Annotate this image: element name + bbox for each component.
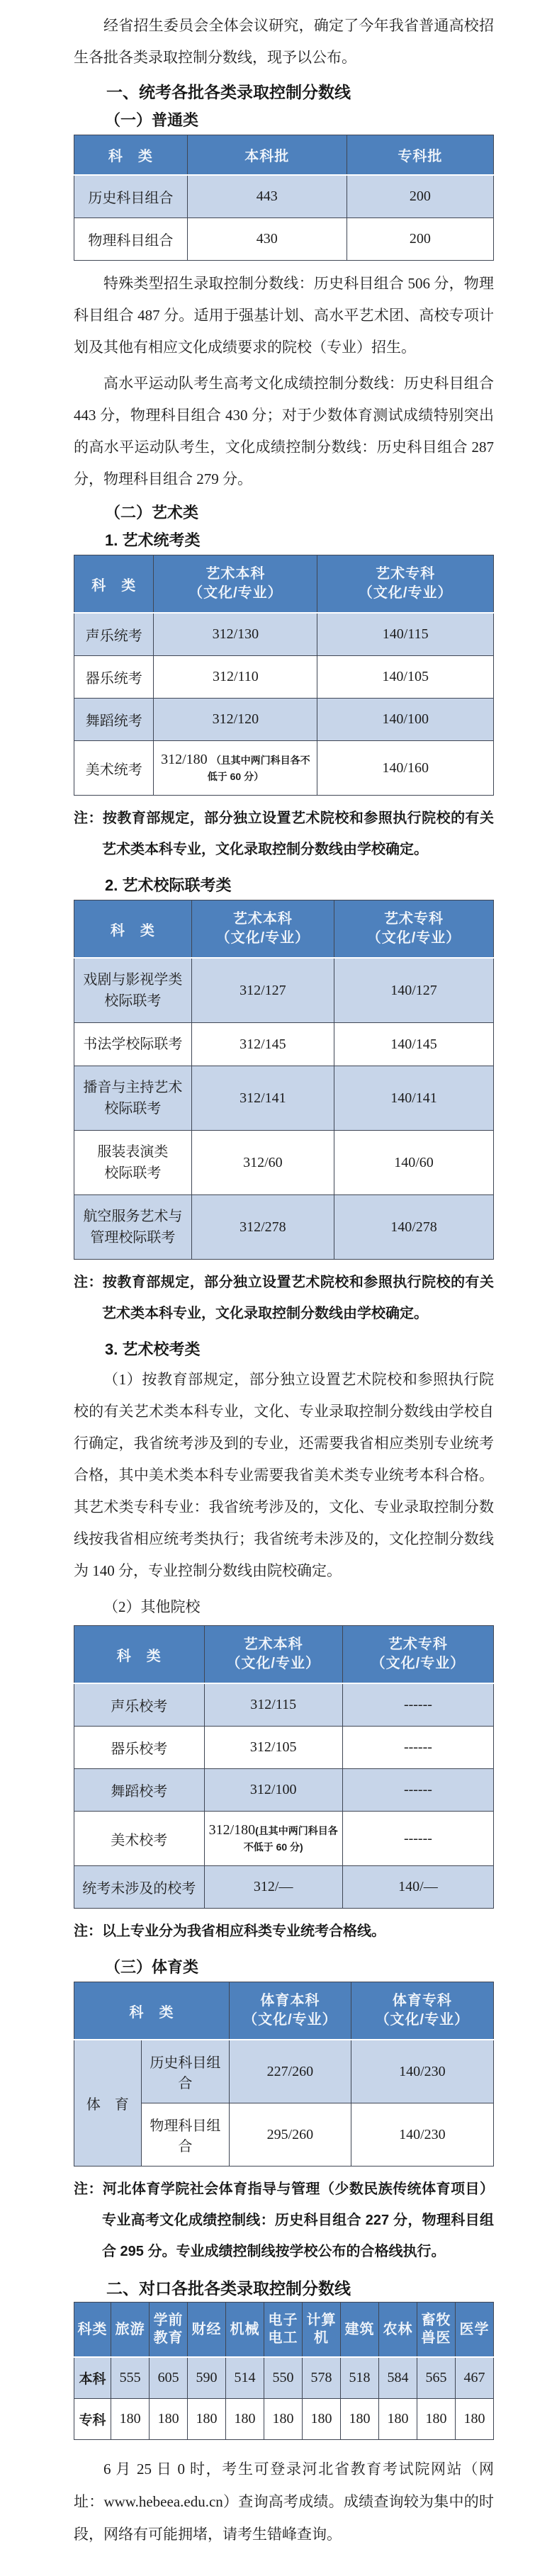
col-header-art-zhuanke: [334, 900, 494, 959]
score-cell: 578: [303, 2357, 341, 2399]
category-cell: [74, 1131, 192, 1195]
category-line-2: 管理校际联考: [90, 1230, 176, 1245]
score-cell: ------: [342, 1769, 493, 1812]
score-cell: 312/130: [154, 613, 317, 656]
category-cell: 器乐统考: [74, 656, 154, 699]
score-cell: 140/230: [351, 2040, 493, 2103]
score-cell: [204, 1812, 342, 1866]
header-line-2: （文化/专业）: [188, 585, 283, 601]
score-cell: 312/127: [191, 958, 334, 1023]
col-header-architecture: 建筑: [341, 2303, 379, 2358]
score-cell: 443: [187, 175, 347, 218]
table-row: [74, 1683, 494, 1727]
score-cell: 312/110: [154, 656, 317, 699]
col-header-finance: 财经: [188, 2303, 226, 2358]
score-cell: 200: [347, 175, 493, 218]
score-cell: 312/60: [191, 1131, 334, 1195]
table-row: [74, 2399, 494, 2440]
art-unified-table: [74, 555, 494, 796]
col-header-category: 科 类: [74, 1982, 230, 2040]
score-cell: 180: [188, 2399, 226, 2440]
category-cell: 统考未涉及的校考: [74, 1866, 205, 1909]
score-cell: 295/260: [230, 2103, 351, 2167]
art-school-exam-heading: 3. 艺术校考类: [105, 1340, 201, 1358]
table-row: [74, 1727, 494, 1769]
score-cell: 312/115: [204, 1683, 342, 1727]
score-cell: ------: [342, 1812, 493, 1866]
row-label-zhuanke: 专科: [74, 2399, 111, 2440]
score-cell: ------: [342, 1683, 493, 1727]
table-row: [74, 218, 494, 261]
score-cell: 312/—: [204, 1866, 342, 1909]
table-row: [74, 1866, 494, 1909]
general-scores-table: [74, 135, 494, 261]
score-cell: 555: [111, 2357, 150, 2399]
category-cell: [74, 1066, 192, 1131]
table-header-row: [74, 135, 494, 176]
category-line-2: 校际联考: [104, 1165, 162, 1181]
header-line-1: 艺术本科: [243, 1637, 303, 1652]
sports-note: 注：河北体育学院社会体育指导与管理（少数民族传统体育项目）专业高考文化成绩控制线：历史科目组合 227 分，物理科目组合 295 分。专业成绩控制线按学校公布的合格线执行。: [74, 2181, 494, 2259]
col-header-preschool: 学前教育: [150, 2303, 188, 2358]
category-line-1: 播音与主持艺术: [83, 1080, 183, 1095]
art-unified-note: 注：按教育部规定，部分独立设置艺术院校和参照执行院校的有关艺术类本科专业，文化录取控制分数线由学校确定。: [74, 810, 494, 857]
score-cell: 140/278: [334, 1195, 494, 1260]
closing-paragraph: 6 月 25 日 0 时，考生可登录河北省教育考试院网站（网址：www.hebeea.edu.cn）查询高考成绩。成绩查询较为集中的时段，网络有可能拥堵，请考生错峰查询。: [74, 2461, 494, 2543]
table-row: [74, 741, 494, 796]
score-cell: 180: [417, 2399, 455, 2440]
category-cell: 器乐校考: [74, 1727, 205, 1769]
score-cell: 180: [264, 2399, 303, 2440]
score-cell: 140/60: [334, 1131, 494, 1195]
score-cell: 312/141: [191, 1066, 334, 1131]
score-cell: 312/100: [204, 1769, 342, 1812]
score-cell: 584: [378, 2357, 417, 2399]
art-school-exam-table: [74, 1625, 494, 1909]
table-row: [74, 1769, 494, 1812]
col-header-category: 科 类: [74, 900, 192, 959]
score-cell: 590: [188, 2357, 226, 2399]
score-value: 312/180: [161, 752, 208, 767]
table-row: [74, 656, 494, 699]
subsection-general-heading: （一）普通类: [105, 111, 199, 129]
col-header-art-zhuanke: [342, 1626, 493, 1684]
category-cell: 舞蹈校考: [74, 1769, 205, 1812]
score-cell: 200: [347, 218, 493, 261]
score-cell: 180: [303, 2399, 341, 2440]
table-row: [74, 175, 494, 218]
sports-table: [74, 1982, 494, 2167]
col-header-category: 科 类: [74, 1626, 205, 1684]
header-line-2: （文化/专业）: [371, 1656, 466, 1671]
category-line-1: 服装表演类: [97, 1144, 169, 1160]
header-line-1: 艺术专科: [376, 566, 436, 582]
table-header-row: [74, 900, 494, 959]
header-line-2: （文化/专业）: [358, 585, 453, 601]
art-other-colleges-heading: （2）其他院校: [103, 1598, 201, 1615]
header-line-2: （文化/专业）: [366, 930, 461, 946]
score-cell: 180: [341, 2399, 379, 2440]
table-row: [74, 1131, 494, 1195]
score-cell: 180: [150, 2399, 188, 2440]
table-header-row: [74, 1626, 494, 1684]
intro-paragraph: 经省招生委员会全体会议研究，确定了今年我省普通高校招生各批各类录取控制分数线，现予以公布。: [74, 17, 494, 66]
header-line-1: 体育专科: [392, 1993, 452, 2009]
col-header-category: 科 类: [74, 135, 188, 176]
score-cell: 180: [226, 2399, 264, 2440]
score-cell: 518: [341, 2357, 379, 2399]
category-cell: 历史科目组合: [74, 175, 188, 218]
header-line-2: （文化/专业）: [215, 930, 310, 946]
category-line-1: 书法学校际联考: [83, 1036, 183, 1052]
score-condition-note: (且其中两门科目各不低于 60 分): [243, 1825, 338, 1853]
category-cell: 美术校考: [74, 1812, 205, 1866]
header-line-2: （文化/专业）: [243, 2012, 337, 2028]
category-cell: 物理科目组合: [74, 218, 188, 261]
category-line-2: 校际联考: [104, 1101, 162, 1117]
category-cell: [74, 1195, 192, 1260]
col-header-sports-zhuanke: [351, 1982, 493, 2040]
score-cell: 430: [187, 218, 347, 261]
col-header-art-benke: [191, 900, 334, 959]
category-cell: 物理科目组合: [141, 2103, 229, 2167]
category-cell: 舞蹈统考: [74, 699, 154, 741]
col-header-benke: 本科批: [187, 135, 347, 176]
score-cell: 140/127: [334, 958, 494, 1023]
category-cell: 声乐校考: [74, 1683, 205, 1727]
col-header-electronics: 电子电工: [264, 2303, 303, 2358]
row-label-benke: 本科: [74, 2357, 111, 2399]
score-cell: 227/260: [230, 2040, 351, 2103]
score-cell: 140/100: [317, 699, 494, 741]
score-cell: 140/115: [317, 613, 494, 656]
table-row: [74, 2357, 494, 2399]
score-cell: 550: [264, 2357, 303, 2399]
score-cell: ------: [342, 1727, 493, 1769]
score-cell: 467: [455, 2357, 493, 2399]
col-header-category: 科类: [74, 2303, 111, 2358]
subsection-sports-heading: （三）体育类: [105, 1958, 199, 1976]
table-row: [74, 1812, 494, 1866]
score-cell: 140/160: [317, 741, 494, 796]
score-cell: [154, 741, 317, 796]
category-cell: 美术统考: [74, 741, 154, 796]
col-header-zhuanke: 专科批: [347, 135, 493, 176]
score-cell: 312/145: [191, 1023, 334, 1066]
special-type-paragraph: 特殊类型招生录取控制分数线：历史科目组合 506 分，物理科目组合 487 分。适用于强基计划、高水平艺术团、高校专项计划及其他有相应文化成绩要求的院校（专业）招生。: [74, 275, 494, 356]
table-row: [74, 1066, 494, 1131]
col-header-agriculture: 农林: [378, 2303, 417, 2358]
category-cell: [74, 958, 192, 1023]
score-cell: 312/105: [204, 1727, 342, 1769]
category-line-1: 航空服务艺术与: [83, 1209, 183, 1224]
col-header-sports-benke: [230, 1982, 351, 2040]
score-cell: 180: [378, 2399, 417, 2440]
header-line-1: 艺术专科: [384, 911, 444, 927]
header-line-2: （文化/专业）: [375, 2012, 470, 2028]
score-cell: 180: [111, 2399, 150, 2440]
col-header-art-benke: [154, 555, 317, 614]
score-condition-note: （且其中两门科目各不低于 60 分）: [207, 755, 310, 782]
category-cell: 声乐统考: [74, 613, 154, 656]
art-joint-heading: 2. 艺术校际联考类: [105, 876, 232, 894]
score-cell: 312/278: [191, 1195, 334, 1260]
score-cell: 140/145: [334, 1023, 494, 1066]
header-line-1: 艺术本科: [232, 911, 293, 927]
section1-heading: 一、统考各批各类录取控制分数线: [106, 83, 351, 101]
table-row: [74, 958, 494, 1023]
section2-heading: 二、对口各批各类录取控制分数线: [106, 2279, 351, 2298]
col-header-computer: 计算机: [303, 2303, 341, 2358]
vocational-table: [74, 2302, 494, 2440]
col-header-medicine: 医学: [455, 2303, 493, 2358]
group-cell: 体 育: [74, 2040, 142, 2167]
header-line-1: 艺术专科: [388, 1637, 448, 1652]
art-joint-note: 注：按教育部规定，部分独立设置艺术院校和参照执行院校的有关艺术类本科专业，文化录取控制分数线由学校确定。: [74, 1275, 494, 1321]
art-unified-heading: 1. 艺术统考类: [105, 531, 201, 549]
table-row: [74, 613, 494, 656]
col-header-art-benke: [204, 1626, 342, 1684]
header-line-1: 艺术本科: [205, 566, 266, 582]
score-cell: 514: [226, 2357, 264, 2399]
table-header-row: [74, 555, 494, 614]
score-cell: 180: [455, 2399, 493, 2440]
art-school-exam-paragraph: （1）按教育部规定，部分独立设置艺术院校和参照执行院校的有关艺术类本科专业，文化、专业录取控制分数线由学校自行确定，我省统考涉及到的专业，还需要我省相应类别专业统考合格，其中美术类本科专业需要我省美术类专业统考本科合格。其艺术类专科专业：我省统考涉及的，文化、专业录取控制分数线按我省相应统考类执行；我省统考未涉及的，文化控制分数线为 140 分，专业控制分数线由院校确定。: [74, 1371, 494, 1579]
score-cell: 140/105: [317, 656, 494, 699]
category-cell: 历史科目组合: [141, 2040, 229, 2103]
art-joint-table: [74, 900, 494, 1260]
header-line-1: 体育本科: [260, 1993, 320, 2009]
col-header-category: 科 类: [74, 555, 154, 614]
col-header-husbandry: 畜牧兽医: [417, 2303, 455, 2358]
header-line-2: （文化/专业）: [226, 1656, 320, 1671]
table-row: [74, 2040, 494, 2103]
table-header-row: [74, 2303, 494, 2358]
score-cell: 140/141: [334, 1066, 494, 1131]
table-row: [74, 699, 494, 741]
table-row: [74, 1023, 494, 1066]
sports-team-paragraph: 高水平运动队考生高考文化成绩控制分数线：历史科目组合 443 分，物理科目组合 430 分；对于少数体育测试成绩特别突出的高水平运动队考生，文化成绩控制分数线：历史科目组合 287 分，物理科目组合 279 分。: [74, 375, 494, 487]
score-value: 312/180: [208, 1822, 256, 1838]
table-header-row: [74, 1982, 494, 2040]
score-cell: 605: [150, 2357, 188, 2399]
category-line-1: 戏剧与影视学类: [83, 972, 183, 988]
art-school-exam-note: 注：以上专业分为我省相应科类专业统考合格线。: [74, 1923, 385, 1939]
score-cell: 312/120: [154, 699, 317, 741]
col-header-machinery: 机械: [226, 2303, 264, 2358]
score-cell: 140/—: [342, 1866, 493, 1909]
score-cell: 140/230: [351, 2103, 493, 2167]
category-cell: [74, 1023, 192, 1066]
category-line-2: 校际联考: [104, 993, 162, 1009]
col-header-tourism: 旅游: [111, 2303, 150, 2358]
table-row: [74, 1195, 494, 1260]
score-cell: 565: [417, 2357, 455, 2399]
col-header-art-zhuanke: [317, 555, 494, 614]
subsection-art-heading: （二）艺术类: [105, 504, 199, 521]
